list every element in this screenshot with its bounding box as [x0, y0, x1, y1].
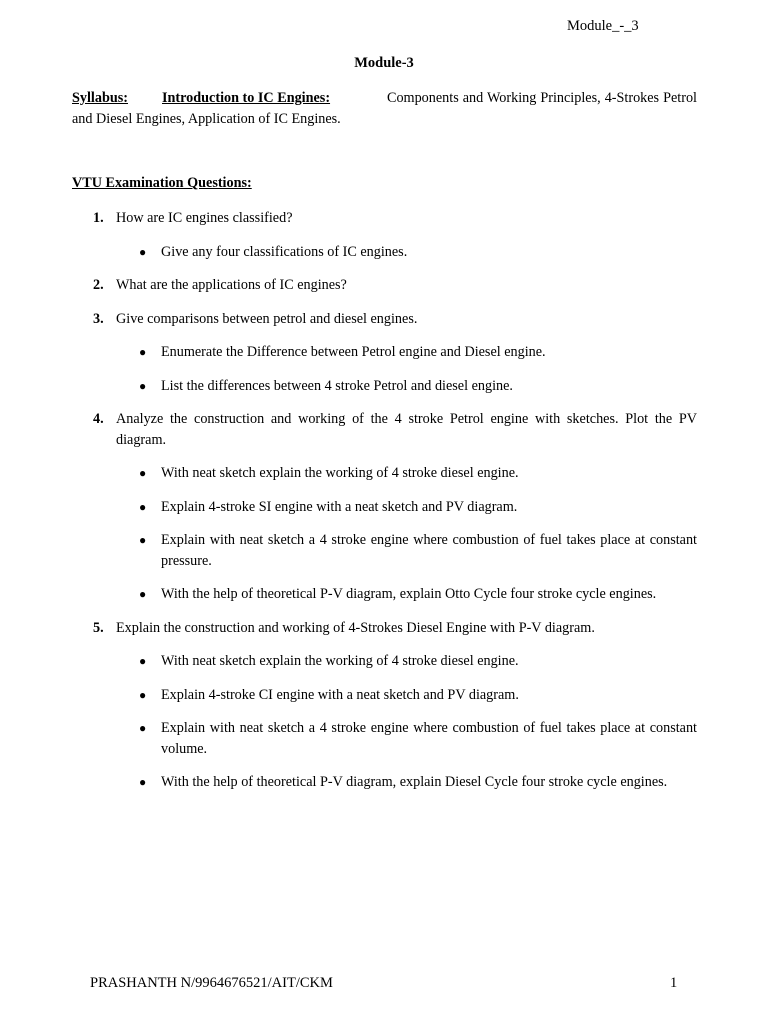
sub-question-text: Explain 4-stroke SI engine with a neat sketch and PV diagram. — [161, 498, 518, 515]
question-text: Analyze the construction and working of the 4 stroke Petrol engine with sketches. Plot the PV diagram. — [116, 411, 697, 448]
section-heading: VTU Examination Questions: — [72, 175, 252, 191]
bullet-icon: ● — [139, 533, 147, 547]
syllabus-paragraph — [72, 88, 697, 129]
bullet-icon: ● — [139, 687, 147, 702]
question-item — [72, 275, 697, 296]
bullet-icon: ● — [139, 721, 147, 735]
sub-question-text: Explain with neat sketch a 4 stroke engine where combustion of fuel takes place at constant volume. — [161, 720, 697, 757]
sub-question-text: With the help of theoretical P-V diagram, explain Diesel Cycle four stroke cycle engines. — [161, 774, 668, 790]
sub-question-item — [72, 685, 697, 706]
syllabus-subject: Introduction to IC Engines: — [162, 90, 331, 106]
syllabus-label: Syllabus: — [72, 90, 128, 106]
sub-question-item — [72, 342, 697, 363]
bullet-icon: ● — [139, 345, 147, 359]
bullet-icon: ● — [139, 499, 147, 514]
question-number: 3. — [93, 310, 104, 327]
sub-question-item — [72, 497, 697, 518]
sub-question-text: With neat sketch explain the working of 4 stroke diesel engine. — [161, 465, 519, 481]
question-item — [72, 618, 697, 639]
question-item — [72, 409, 697, 450]
question-item — [72, 208, 697, 229]
sub-question-text: With the help of theoretical P-V diagram, explain Otto Cycle four stroke cycle engines. — [161, 586, 657, 602]
sub-question-text: With neat sketch explain the working of 4 stroke diesel engine. — [161, 653, 519, 669]
question-text: How are IC engines classified? — [116, 210, 293, 226]
sub-question-item — [72, 530, 697, 571]
bullet-icon: ● — [139, 587, 147, 601]
sub-question-item — [72, 772, 697, 793]
question-number: 2. — [93, 277, 104, 293]
running-header: Module_-_3 — [567, 18, 639, 34]
page-number: 1 — [670, 975, 678, 991]
sub-question-text: Explain with neat sketch a 4 stroke engine where combustion of fuel takes place at constant pressure. — [161, 532, 697, 569]
bullet-icon: ● — [139, 775, 147, 789]
sub-question-item — [72, 242, 697, 263]
sub-question-item — [72, 463, 697, 484]
question-text: Give comparisons between petrol and diesel engines. — [116, 310, 418, 327]
sub-question-item — [72, 376, 697, 397]
syllabus-text: Components and Working Principles, 4-Strokes Petrol and Diesel Engines, Application of IC Engines. — [72, 90, 697, 127]
question-list — [72, 208, 697, 806]
bullet-icon: ● — [139, 466, 147, 480]
footer-author: PRASHANTH N/9964676521/AIT/CKM — [90, 975, 333, 991]
question-number: 5. — [93, 619, 104, 636]
question-number: 1. — [93, 210, 104, 226]
sub-question-text: Explain 4-stroke CI engine with a neat sketch and PV diagram. — [161, 686, 519, 703]
sub-question-item — [72, 718, 697, 759]
sub-question-item — [72, 584, 697, 605]
bullet-icon: ● — [139, 378, 147, 393]
sub-question-item — [72, 651, 697, 672]
question-number: 4. — [93, 411, 104, 427]
page-title: Module-3 — [354, 55, 414, 71]
sub-question-text: List the differences between 4 stroke Petrol and diesel engine. — [161, 377, 513, 394]
sub-question-text: Give any four classifications of IC engines. — [161, 243, 408, 260]
question-item — [72, 309, 697, 330]
bullet-icon: ● — [139, 244, 147, 259]
bullet-icon: ● — [139, 654, 147, 668]
question-text: What are the applications of IC engines? — [116, 277, 347, 293]
sub-question-text: Enumerate the Difference between Petrol engine and Diesel engine. — [161, 344, 546, 360]
question-text: Explain the construction and working of 4-Strokes Diesel Engine with P-V diagram. — [116, 619, 595, 636]
